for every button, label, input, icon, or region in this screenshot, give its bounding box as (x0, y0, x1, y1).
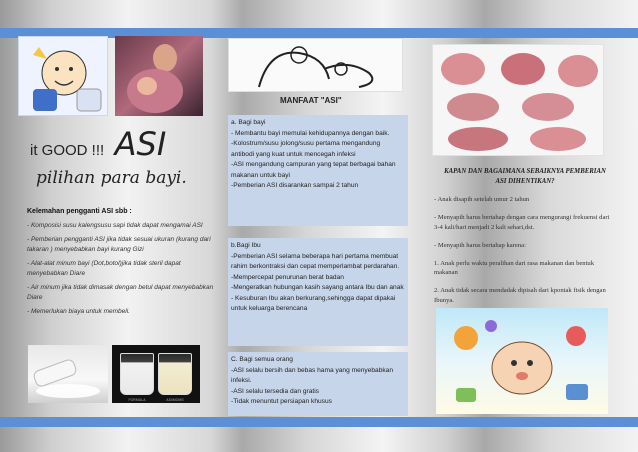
box-line: -ASI mengandung campuran yang tepat berbagai bahan makanan untuk bayi (231, 161, 396, 179)
baby-cartoon-image (18, 36, 108, 116)
breastmilk-label: ASI/MOMS (166, 398, 184, 402)
benefit-box-baby (228, 115, 408, 226)
weaning-paragraph: - Menyapih harus bertahap dengan cara mengurangi frekuensi dari 3-4 kali/hari menjadi 2 kali sehari,dst. (434, 213, 610, 231)
benefit-box-everyone (228, 352, 408, 416)
kelemahan-item: - Air minum jika tidak dimasak dengan betul dapat menyebabkan Diare (27, 284, 214, 302)
kelemahan-item: - Alat-alat minum bayi (Dot,botol)jika tidak steril dapat menyebabkan Diare (27, 260, 181, 278)
box-line: b.Bagi Ibu (231, 242, 261, 249)
breastmilk-glass (158, 353, 192, 395)
box-line: - Membantu bayi memulai kehidupannya dengan baik. (231, 129, 390, 137)
box-line: -ASI selalu bersih dan bebas hama yang menyebabkan infeksi. (231, 366, 394, 385)
kelemahan-section (27, 207, 217, 321)
benefit-box-mother (228, 238, 408, 346)
box-line: -Tidak menuntut persiapan khusus (231, 398, 332, 406)
box-line: -Pemberian ASI selama beberapa hari pertama membuat rahim berkontraksi dan cepat memperlambat perdarahan. (231, 252, 400, 271)
box-line: -ASI selalu tersedia dan gratis (231, 387, 319, 395)
kelemahan-item: - Komposisi susu kalengsusu sapi tidak dapat mengamai ASI (27, 221, 203, 229)
weaning-text (434, 195, 610, 314)
baby-cartoon-illustration (436, 308, 608, 414)
headline-small: it GOOD !!! (30, 142, 105, 159)
bottom-blue-band (0, 417, 638, 427)
box-line: -Kolostrum/susu jolong/susu pertama mengandung antibodi yang kuat untuk mencegah infeksi (231, 140, 381, 158)
weaning-paragraph: - Anak disapih setelah umur 2 tahun (434, 196, 530, 203)
mother-breastfeeding-photo (115, 36, 203, 116)
breastfeeding-positions-diagram (432, 44, 604, 156)
spilled-milk-bottle-photo (28, 345, 108, 403)
headline (30, 125, 220, 163)
box-line: -Mempercepat penurunan berat badan (231, 273, 344, 281)
kelemahan-title: Kelemahan pengganti ASI sbb : (27, 208, 132, 215)
mother-baby-sketch (228, 38, 403, 92)
formula-label: FORMULA (128, 398, 146, 402)
box-line: - Kesuburan Ibu akan berkurang,sehingga dapat dipakai untuk keluarga berencana (231, 294, 396, 313)
box-line: C. Bagi semua orang (231, 356, 293, 363)
kelemahan-item: - Memerlukan biaya untuk membeli. (27, 308, 130, 316)
box-line: -Pemberian ASI disarankan sampai 2 tahun (231, 182, 359, 190)
milk-glasses-photo (112, 345, 200, 403)
headline-big: ASI (114, 125, 167, 163)
kapan-title: KAPAN DAN BAGAIMANA SEBAIKNYA PEMBERIAN ASI DIHENTIKAN? (444, 168, 606, 185)
manfaat-title: MANFAAT "ASI" (280, 96, 342, 105)
weaning-paragraph: - Menyapih harus bertahap karena: (434, 241, 526, 249)
box-line: -Mengeratkan hubungan kasih sayang antara Ibu dan anak (231, 284, 404, 292)
box-line: a. Bagi bayi (231, 119, 266, 126)
kelemahan-item: - Pemberian pengganti ASI jika tidak sesuai ukuran (kurang dari takaran ) menyebabkan bayi kurang Gizi (27, 235, 211, 253)
formula-glass (120, 353, 154, 395)
weaning-paragraph: 2. Anak tidak secara mendadak dipisah dari kpontak fisik dengan Ibunya. (434, 287, 606, 305)
weaning-paragraph: 1. Anak perlu waktu peralihan dari rasa makanan dan bentuk makanan (434, 259, 595, 277)
subheadline: pilihan para bayi. (36, 168, 187, 188)
